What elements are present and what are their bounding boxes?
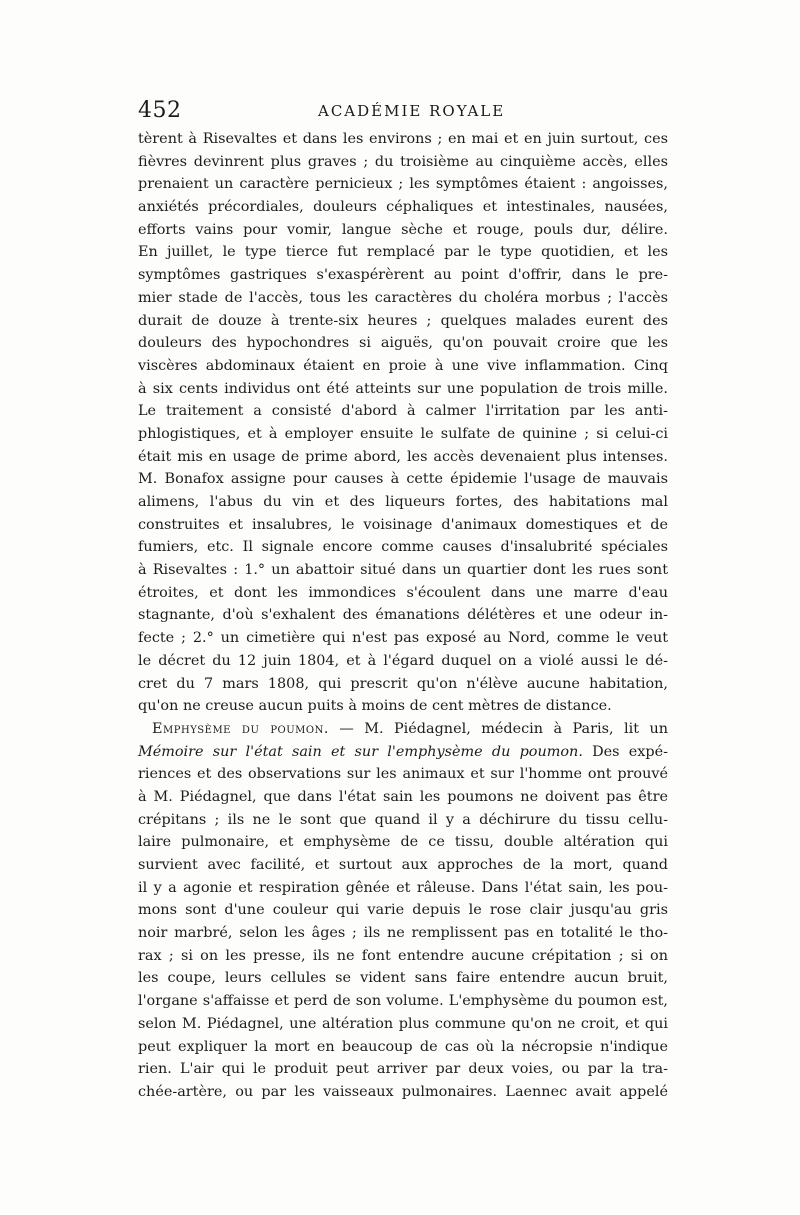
- text-line: [138, 718, 668, 741]
- text-line: peut expliquer la mort en beaucoup de cas où la nécropsie n'indique: [138, 1038, 668, 1055]
- page-header: [138, 98, 668, 128]
- text-line: rax ; si on les presse, ils ne font entendre aucune crépitation ; si on: [138, 947, 668, 964]
- text-line: stagnante, d'où s'exhalent des émanations délétères et une odeur in-: [138, 607, 668, 624]
- text-line: selon M. Piédagnel, une altération plus commune qu'on ne croit, et qui: [138, 1015, 668, 1032]
- text-line: durait de douze à trente-six heures ; quelques malades eurent des: [138, 312, 668, 329]
- text-line: les coupe, leurs cellules se vident sans faire entendre aucun bruit,: [138, 970, 668, 987]
- text-line: qu'on ne creuse aucun puits à moins de cent mètres de distance.: [138, 698, 612, 715]
- text-line: phlogistiques, et à employer ensuite le sulfate de quinine ; si celui-ci: [138, 425, 668, 442]
- text-line: Le traitement a consisté d'abord à calmer l'irritation par les anti-: [138, 403, 668, 420]
- text-line: mons sont d'une couleur qui varie depuis le rose clair jusqu'au gris: [138, 902, 668, 919]
- text-line: En juillet, le type tierce fut remplacé par le type quotidien, et les: [138, 244, 668, 261]
- text-line: tèrent à Risevaltes et dans les environs ; en mai et en juin surtout, ces: [138, 131, 668, 147]
- text-line: douleurs des hypochondres si aiguës, qu'on pouvait croire que les: [138, 335, 668, 352]
- text-line: il y a agonie et respiration gênée et râleuse. Dans l'état sain, les pou-: [138, 879, 668, 896]
- text-line: crépitans ; ils ne le sont que quand il y a déchirure du tissu cellu-: [138, 811, 668, 828]
- text-line: à six cents individus ont été atteints sur une population de trois mille.: [138, 380, 668, 397]
- text-line: survient avec facilité, et surtout aux approches de la mort, quand: [138, 857, 668, 873]
- text-line: M. Bonafox assigne pour causes à cette épidemie l'usage de mauvais: [138, 471, 668, 488]
- paragraph-lines: [138, 763, 668, 1103]
- section-heading: Emphysème du poumon.: [152, 720, 329, 737]
- text-line: alimens, l'abus du vin et des liqueurs fortes, des habitations mal: [138, 494, 668, 510]
- text-line: fièvres devinrent plus graves ; du troisième au cinquième accès, elles: [138, 153, 668, 170]
- text-line: cret du 7 mars 1808, qui prescrit qu'on n'élève aucune habitation,: [138, 675, 668, 692]
- text-line: étroites, et dont les immondices s'écoulent dans une marre d'eau: [138, 584, 668, 601]
- text-line: rien. L'air qui le produit peut arriver par deux voies, ou par la tra-: [138, 1061, 668, 1078]
- text-line: chée-artère, ou par les vaisseaux pulmonaires. Laennec avait appelé: [138, 1083, 668, 1100]
- page-number: 452: [138, 98, 182, 123]
- text-line: construites et insalubres, le voisinage d'animaux domestiques et de: [138, 516, 668, 533]
- body-text: [138, 128, 668, 1104]
- text-line: prenaient un caractère pernicieux ; les symptômes étaient : angoisses,: [138, 176, 668, 193]
- text-line: viscères abdominaux étaient en proie à une vive inflammation. Cinq: [138, 357, 668, 374]
- text-line: était mis en usage de prime abord, les accès devenaient plus intenses.: [138, 448, 668, 465]
- running-head: ACADÉMIE ROYALE: [318, 102, 506, 120]
- text-line: anxiétés précordiales, douleurs céphaliques et intestinales, nausées,: [138, 199, 668, 216]
- text-line: fumiers, etc. Il signale encore comme causes d'insalubrité spéciales: [138, 539, 668, 556]
- paragraph-epidemic: [138, 128, 668, 718]
- text-fragment: Des expé-: [582, 743, 669, 760]
- text-line: noir marbré, selon les âges ; ils ne remplissent pas en totalité le tho-: [138, 925, 668, 942]
- text-line: à Risevaltes : 1.° un abattoir situé dans un quartier dont les rues sont: [138, 562, 668, 579]
- text-line: riences et des observations sur les animaux et sur l'homme ont prouvé: [138, 766, 668, 783]
- paragraph-emphysema: [138, 718, 668, 1104]
- text-line: [138, 741, 668, 764]
- text-line: à M. Piédagnel, que dans l'état sain les poumons ne doivent pas être: [138, 788, 668, 805]
- text-line: symptômes gastriques s'exaspérèrent au point d'offrir, dans le pre-: [138, 267, 668, 284]
- text-line: mier stade de l'accès, tous les caractères du choléra morbus ; l'accès: [138, 289, 668, 306]
- text-line: le décret du 12 juin 1804, et à l'égard duquel on a violé aussi le dé-: [138, 652, 668, 669]
- text-line: l'organe s'affaisse et perd de son volume. L'emphysème du poumon est,: [138, 993, 668, 1010]
- text-line: fecte ; 2.° un cimetière qui n'est pas exposé au Nord, comme le veut: [138, 630, 668, 647]
- memoir-title: Mémoire sur l'état sain et sur l'emphysème du poumon.: [138, 743, 583, 760]
- text-line: laire pulmonaire, et emphysème de ce tissu, double altération qui: [138, 834, 668, 851]
- text-line: efforts vains pour vomir, langue sèche et rouge, pouls dur, délire.: [138, 221, 668, 238]
- text-fragment: — M. Piédagnel, médecin à Paris, lit un: [328, 720, 668, 737]
